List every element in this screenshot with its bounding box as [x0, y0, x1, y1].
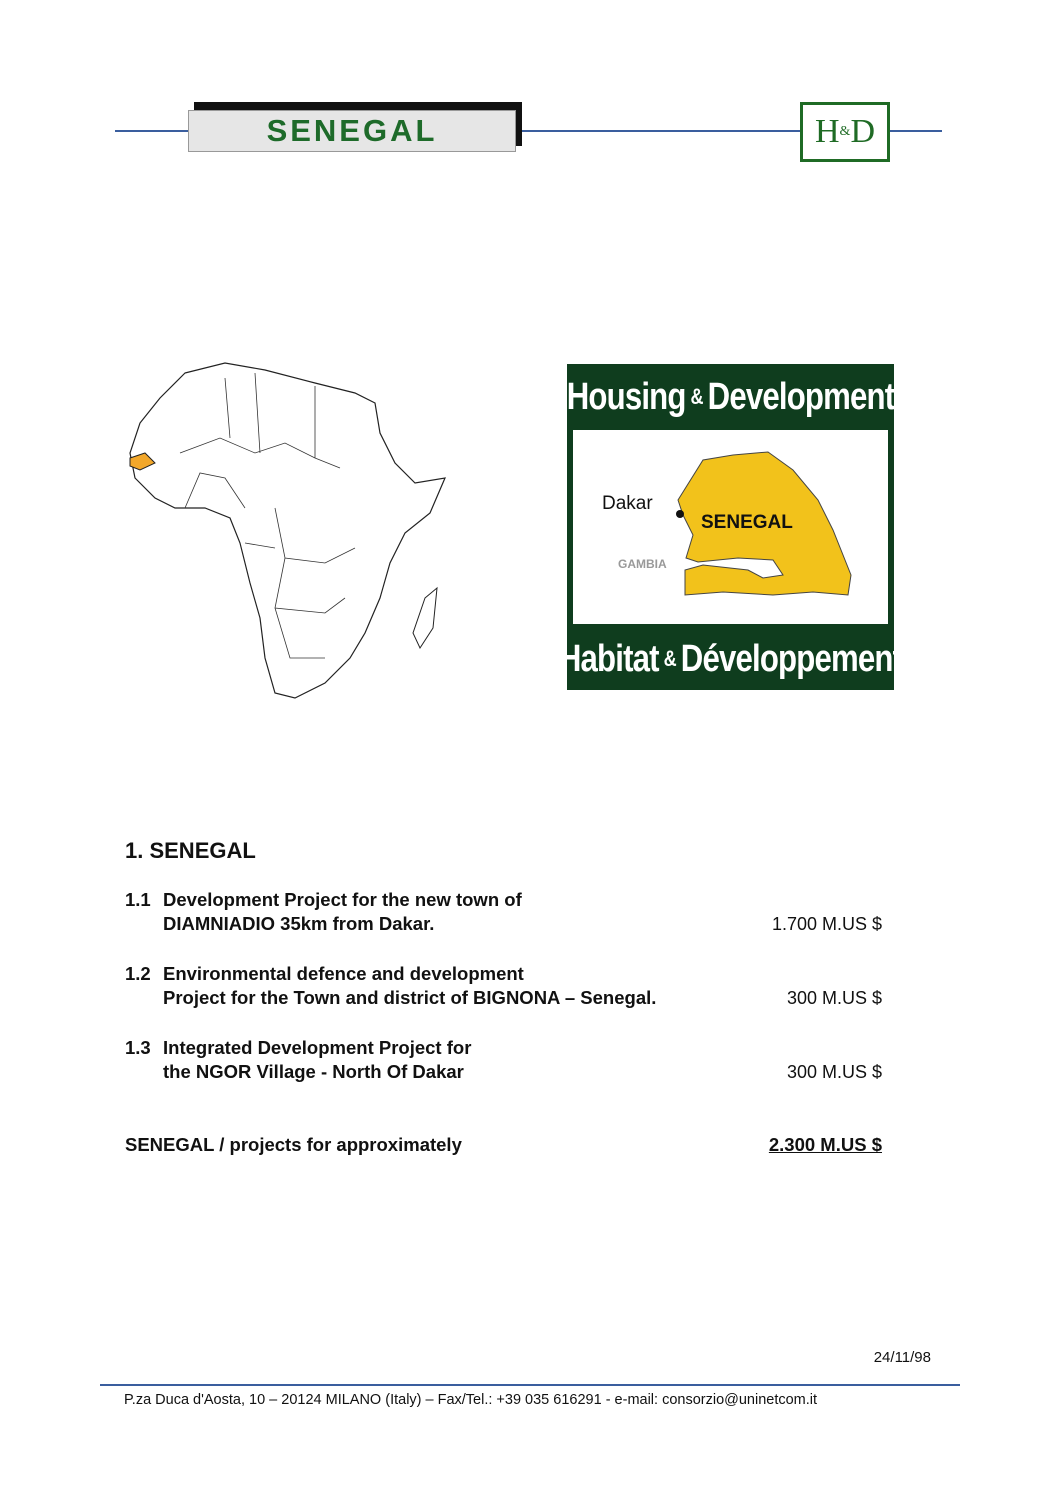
- total-amount: 2.300 M.US $: [768, 1134, 882, 1155]
- page-title: SENEGAL: [266, 113, 438, 148]
- banner-bottom-amp: &: [663, 646, 676, 671]
- logo-amp: &: [839, 124, 851, 139]
- hd-logo: [800, 102, 890, 162]
- housing-development-banner: [558, 364, 903, 690]
- header-rule-right: [886, 130, 942, 132]
- header-rule-middle: [520, 130, 802, 132]
- item-line2: DIAMNIADIO 35km from Dakar.: [163, 913, 435, 934]
- banner-top-title: [566, 364, 895, 430]
- item-line2: Project for the Town and district of BIGNONA – Senegal.: [163, 987, 657, 1008]
- footer-rule: [100, 1384, 960, 1386]
- item-amount: 300 M.US $: [786, 1062, 882, 1082]
- logo-d: D: [850, 113, 875, 150]
- document-date: 24/11/98: [873, 1349, 931, 1366]
- banner-top-w1: Housing: [566, 375, 686, 418]
- banner-bottom-w2: Développement: [680, 637, 903, 680]
- footer-address: P.za Duca d'Aosta, 10 – 20124 MILANO (Italy) – Fax/Tel.: +39 035 616291 - e-mail: consorzio@uninetcom.it: [124, 1392, 818, 1408]
- banner-top-amp: &: [690, 384, 703, 409]
- item-number: 1.1: [125, 889, 151, 910]
- item-number: 1.2: [125, 963, 151, 984]
- map-label-gambia: GAMBIA: [618, 557, 667, 571]
- project-item: [125, 888, 522, 936]
- item-amount: 1.700 M.US $: [771, 914, 882, 934]
- item-line1: Integrated Development Project for: [163, 1037, 472, 1058]
- item-line2: the NGOR Village - North Of Dakar: [163, 1061, 464, 1082]
- map-label-senegal: SENEGAL: [701, 512, 793, 533]
- logo-h: H: [814, 113, 840, 150]
- title-box: [188, 110, 516, 152]
- section-heading: 1. SENEGAL: [125, 838, 256, 863]
- item-line1: Environmental defence and development: [163, 963, 524, 984]
- total-label: SENEGAL / projects for approximately: [125, 1134, 462, 1155]
- header-rule-left: [115, 130, 190, 132]
- project-item: [125, 962, 656, 1010]
- banner-bottom-w1: Habitat: [558, 637, 659, 680]
- item-number: 1.3: [125, 1037, 151, 1058]
- project-item: [125, 1036, 471, 1084]
- banner-bottom-title: [558, 626, 903, 692]
- item-line1: Development Project for the new town of: [163, 889, 522, 910]
- item-amount: 300 M.US $: [786, 988, 882, 1008]
- senegal-map: [573, 430, 888, 624]
- africa-map: [125, 358, 455, 703]
- banner-top-w2: Development: [707, 375, 895, 418]
- map-label-dakar: Dakar: [602, 493, 653, 514]
